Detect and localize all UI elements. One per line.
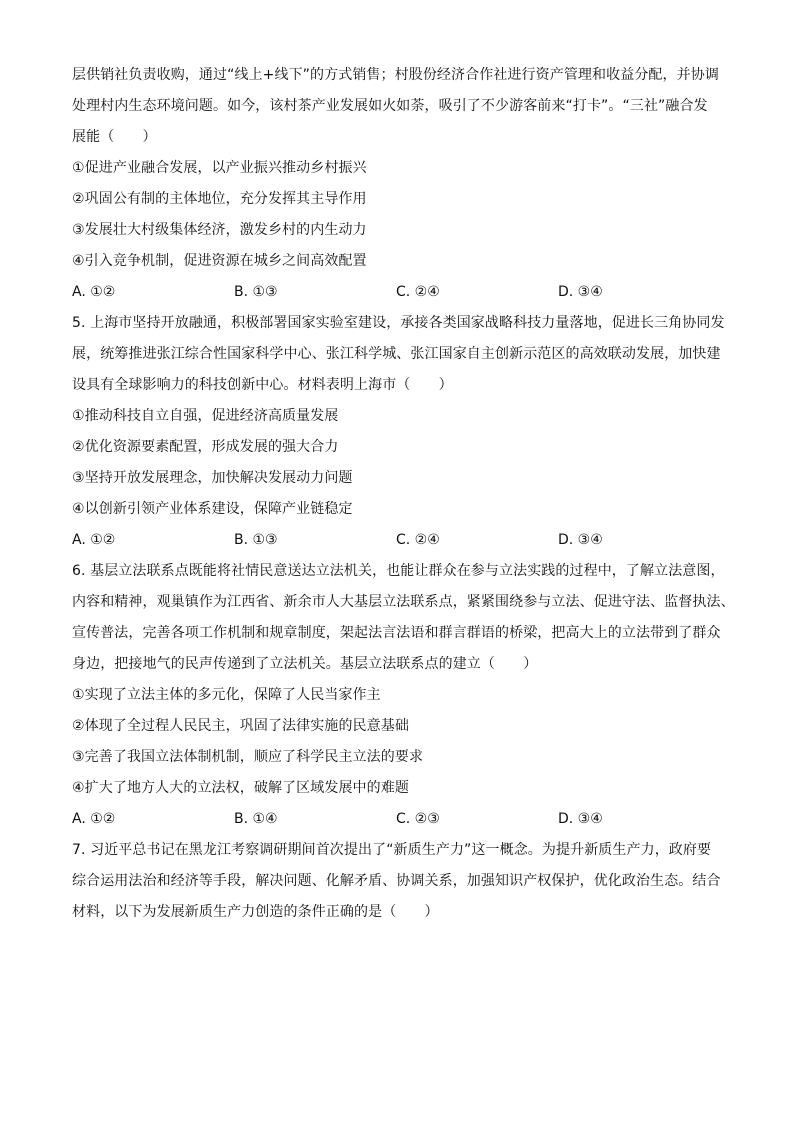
question-5 [72,308,732,556]
question-stem-line: 内容和精神，观巢镇作为江西省、新余市人大基层立法联系点，紧紧围绕参与立法、促进守法、监督执法、 [72,594,735,610]
question-stem-line: 综合运用法治和经济等手段，解决问题、化解矛盾、协调关系，加强知识产权保护，优化政治生态。结合 [72,873,721,889]
exam-page [72,60,735,928]
question-stem-line: 5. 上海市坚持开放融通，积极部署国家实验室建设，承接各类国家战略科技力量落地，促进长三角协同发 [72,315,725,331]
statement-item: ③完善了我国立法体制机制，顺应了科学民主立法的要求 [72,749,424,765]
option-c[interactable]: C. ②④ [396,284,440,300]
option-d[interactable]: D. ③④ [558,811,603,827]
question-stem-line: 展，统筹推进张江综合性国家科学中心、张江科学城、张江国家自主创新示范区的高效联动发展，加快建 [72,346,721,362]
question-stem-line: 7. 习近平总书记在黑龙江考察调研期间首次提出了“新质生产力”这一概念。为提升新质生产力，政府要 [72,842,712,858]
option-b[interactable]: B. ①③ [234,532,278,548]
statement-item: ③坚持开放发展理念，加快解决发展动力问题 [72,470,353,486]
statement-item: ②优化资源要素配置，形成发展的强大合力 [72,439,339,455]
option-a[interactable]: A. ①② [72,532,116,548]
statement-item: ③发展壮大村级集体经济，激发乡村的内生动力 [72,222,367,238]
question-stem-line: 6. 基层立法联系点既能将社情民意送达立法机关，也能让群众在参与立法实践的过程中，了解立法意图， [72,563,725,579]
option-d[interactable]: D. ③④ [558,532,603,548]
option-a[interactable]: A. ①② [72,284,116,300]
answer-options [72,525,732,556]
question-stem-line: 层供销社负责收购，通过“线上+线下”的方式销售；村股份经济合作社进行资产管理和收益分配，并协调 [72,67,719,83]
option-a[interactable]: A. ①② [72,811,116,827]
question-stem-line: 身边，把接地气的民声传递到了立法机关。基层立法联系点的建立（ ） [72,656,538,672]
statement-item: ④以创新引领产业体系建设，保障产业链稳定 [72,501,353,517]
option-b[interactable]: B. ①④ [234,811,278,827]
answer-options [72,804,732,835]
statement-item: ②体现了全过程人民民主，巩固了法律实施的民意基础 [72,718,409,734]
statement-item: ②巩固公有制的主体地位，充分发挥其主导作用 [72,191,367,207]
option-d[interactable]: D. ③④ [558,284,603,300]
statement-item: ①促进产业融合发展，以产业振兴推动乡村振兴 [72,160,367,176]
statement-item: ①实现了立法主体的多元化，保障了人民当家作主 [72,687,381,703]
answer-options [72,277,732,308]
option-c[interactable]: C. ②③ [396,811,440,827]
question-stem-line: 宣传普法，完善各项工作机制和规章制度，架起法言法语和群言群语的桥梁，把高大上的立法带到了群众 [72,625,721,641]
statement-item: ④扩大了地方人大的立法权，破解了区域发展中的难题 [72,780,409,796]
question-stem-line: 设具有全球影响力的科技创新中心。材料表明上海市（ ） [72,377,453,393]
option-c[interactable]: C. ②④ [396,532,440,548]
option-b[interactable]: B. ①③ [234,284,278,300]
question-stem-line: 材料，以下为发展新质生产力创造的条件正确的是（ ） [72,904,439,920]
question-stem-line: 处理村内生态环境问题。如今，该村茶产业发展如火如荼，吸引了不少游客前来“打卡”。“三社”融合发 [72,98,708,114]
question-6 [72,556,735,835]
question-7 [72,835,732,928]
statement-item: ④引入竞争机制，促进资源在城乡之间高效配置 [72,253,367,269]
statement-item: ①推动科技自立自强，促进经济高质量发展 [72,408,339,424]
question-stem-line: 展能（ ） [72,129,157,145]
question-4 [72,60,732,308]
